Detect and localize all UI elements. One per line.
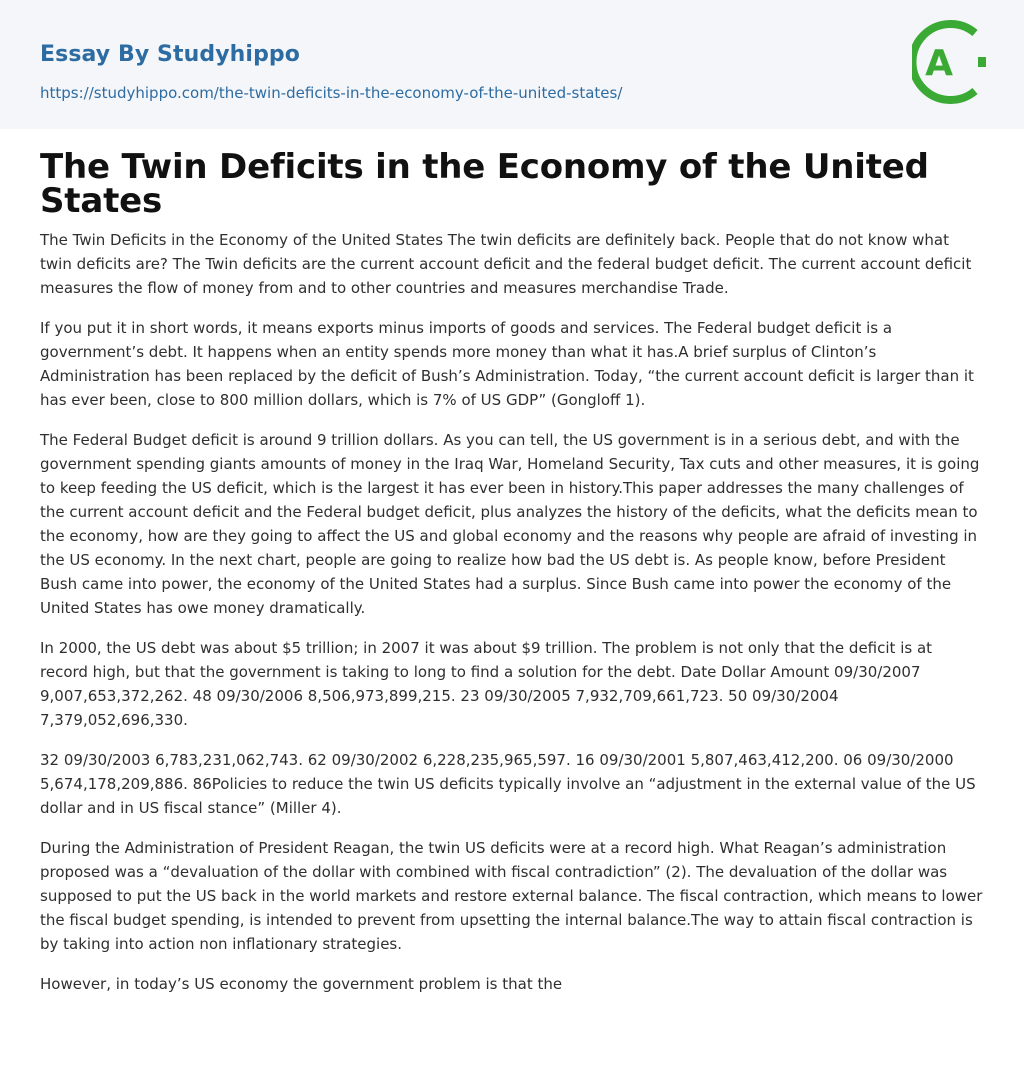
essay-paragraph-4: In 2000, the US debt was about $5 trillion; in 2007 it was about $9 trillion. The problem is not only that the deficit is at record high, but that the government is taking to long to find a solution for the debt. Date Dollar Amount 09/30/2007 9,007,653,372,262. 48 09/30/2006 8,506,973,899,215. 23 09/30/2005 7,932,709,661,723. 50 09/30/2004 7,379,052,696,330.: [40, 639, 933, 729]
essay-paragraph-1: The Twin Deficits in the Economy of the United States The twin deficits are definitely back. People that do not know what twin deficits are? The Twin deficits are the current account deficit and the federal budget deficit. The current account deficit measures the flow of money from and to other countries and measures merchandise Trade.: [40, 231, 972, 297]
essay-url-link[interactable]: https://studyhippo.com/the-twin-deficits-in-the-economy-of-the-united-states/: [40, 84, 623, 102]
essay-paragraph-5: 32 09/30/2003 6,783,231,062,743. 62 09/30/2002 6,228,235,965,597. 16 09/30/2001 5,807,463,412,200. 06 09/30/2000 5,674,178,209,886. 86Policies to reduce the twin US deficits typically involve an “adjustment in the external value of the US dollar and in US fiscal stance” (Miller 4).: [40, 751, 976, 817]
essay-article: [0, 129, 1024, 996]
logo-letter: A: [925, 43, 953, 84]
site-brand[interactable]: Essay By Studyhippo: [40, 42, 300, 67]
essay-paragraph-7: However, in today’s US economy the government problem is that the: [40, 975, 563, 993]
essay-paragraph-2: If you put it in short words, it means exports minus imports of goods and services. The Federal budget deficit is a government’s debt. It happens when an entity spends more money than what it has.A brief surplus of Clinton’s Administration has been replaced by the deficit of Bush’s Administration. Today, “the current account deficit is larger than it has ever been, close to 800 million dollars, which is 7% of US GDP” (Gongloff 1).: [40, 319, 974, 409]
page-header: [0, 0, 1024, 129]
studyhippo-logo[interactable]: [912, 19, 986, 105]
essay-paragraph-3: The Federal Budget deficit is around 9 trillion dollars. As you can tell, the US government is in a serious debt, and with the government spending giants amounts of money in the Iraq War, Homeland Security, Tax cuts and other measures, it is going to keep feeding the US deficit, which is the largest it has ever been in history.This paper addresses the many challenges of the current account deficit and the Federal budget deficit, plus analyzes the history of the deficits, what the deficits mean to the economy, how are they going to affect the US and global economy and the reasons why people are afraid of investing in the US economy. In the next chart, people are going to realize how bad the US debt is. As people know, before President Bush came into power, the economy of the United States had a surplus. Since Bush came into power the economy of the United States has owe money dramatically.: [40, 431, 980, 617]
essay-title: The Twin Deficits in the Economy of the United States: [40, 147, 929, 221]
essay-paragraph-6: During the Administration of President Reagan, the twin US deficits were at a record high. What Reagan’s administration proposed was a “devaluation of the dollar with combined with fiscal contradiction” (2). The devaluation of the dollar was supposed to put the US back in the world markets and restore external balance. The fiscal contraction, which means to lower the fiscal budget spending, is intended to prevent from upsetting the internal balance.The way to attain fiscal contraction is by taking into action non inflationary strategies.: [40, 839, 983, 953]
